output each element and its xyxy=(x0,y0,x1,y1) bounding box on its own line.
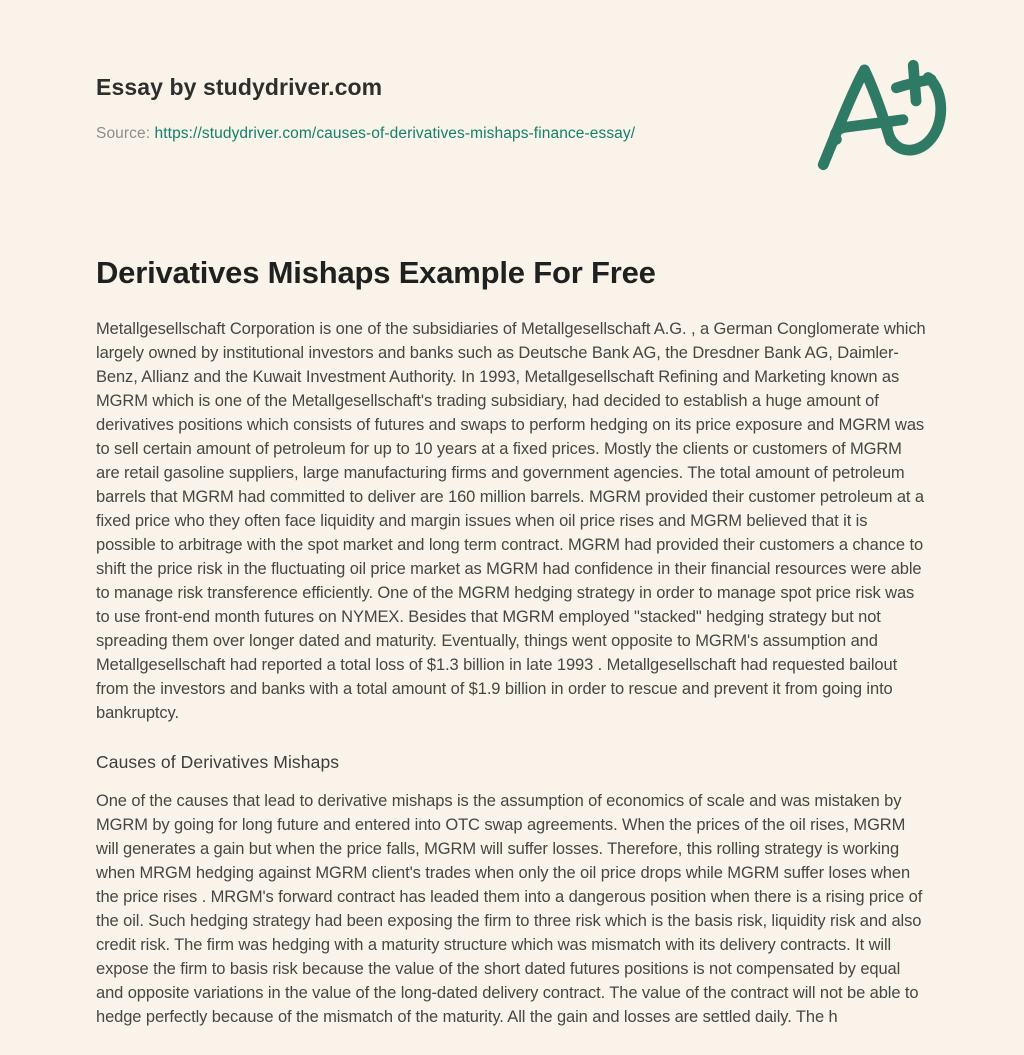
site-title: Essay by studydriver.com xyxy=(96,74,383,100)
essay-title: Derivatives Mishaps Example For Free xyxy=(96,255,656,290)
a-plus-icon xyxy=(812,52,962,178)
source-line xyxy=(96,125,928,143)
essay-paragraph-causes: One of the causes that lead to derivative mishaps is the assumption of economics of scale and was mistaken by MGRM by going for long future and entered into OTC swap agreements. When the prices of the oil rises, MGRM will generates a gain but when the price falls, MGRM will suffer losses. Therefore, this rolling strategy is working when MRGM hedging against MGRM client's trades when only the oil price drops while MGRM suffer loses when the price rises . MRGM's forward contract has leaded them into a dangerous position when there is a rising price of the oil. Such hedging strategy had been exposing the firm to three risk which is the basis risk, liquidity risk and also credit risk. The firm was hedging with a maturity structure which was mismatch with its delivery contracts. It will expose the firm to basis risk because the value of the short dated futures positions is not compensated by equal and opposite variations in the value of the long-dated delivery contract. The value of the contract will not be able to hedge perfectly because of the mismatch of the maturity. All the gain and losses are settled daily. The h xyxy=(96,792,923,1026)
essay-body xyxy=(96,317,928,1029)
essay-paragraph-intro: Metallgesellschaft Corporation is one of the subsidiaries of Metallgesellschaft A.G. , a German Conglomerate which largely owned by institutional investors and banks such as Deutsche Bank AG, the Dresdner Bank AG, Daimler-Benz, Allianz and the Kuwait Investment Authority. In 1993, Metallgesellschaft Refining and Marketing known as MGRM which is one of the Metallgesellschaft's trading subsidiary, had decided to establish a huge amount of derivatives positions which consists of futures and swaps to perform hedging on its price exposure and MGRM was to sell certain amount of petroleum for up to 10 years at a fixed prices. Mostly the clients or customers of MGRM are retail gasoline suppliers, large manufacturing firms and government agencies. The total amount of petroleum barrels that MGRM had committed to deliver are 160 million barrels. MGRM provided their customer petroleum at a fixed price who they often face liquidity and margin issues when oil price rises and MGRM believed that it is possible to arbitrage with the spot market and long term contract. MGRM had provided their customers a chance to shift the price risk in the fluctuating oil price market as MGRM had confidence in their financial resources were able to manage risk transference efficiently. One of the MGRM hedging strategy in order to manage spot price risk was to use front-end month futures on NYMEX. Besides that MGRM employed "stacked" hedging strategy but not spreading them over longer dated and maturity. Eventually, things went opposite to MGRM's assumption and Metallgesellschaft had reported a total loss of $1.3 billion in late 1993 . Metallgesellschaft had requested bailout from the investors and banks with a total amount of $1.9 billion in order to rescue and prevent it from going into bankruptcy. xyxy=(96,320,926,722)
section-heading-causes: Causes of Derivatives Mishaps xyxy=(96,752,340,772)
studydriver-a-plus-logo xyxy=(812,52,962,178)
source-label: Source: xyxy=(96,125,151,142)
source-link[interactable]: https://studydriver.com/causes-of-derivatives-mishaps-finance-essay/ xyxy=(154,125,636,142)
